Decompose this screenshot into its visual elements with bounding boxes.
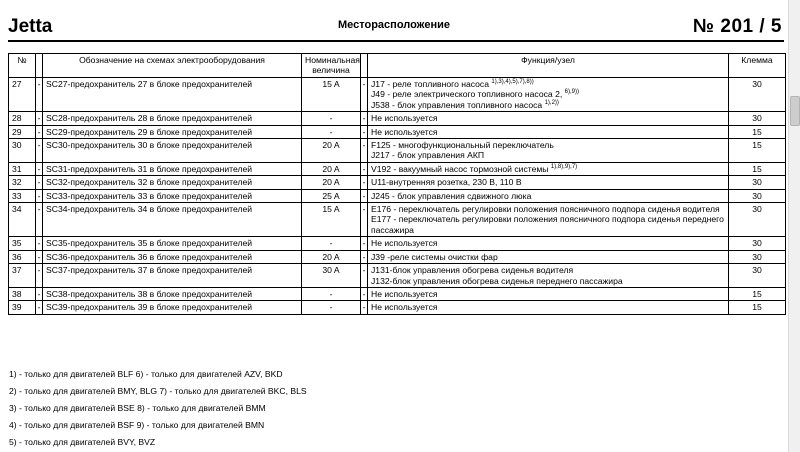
- cell-designation: SC31-предохранитель 31 в блоке предохранителей: [43, 162, 302, 175]
- cell-no: 34: [9, 203, 36, 237]
- cell-no: 27: [9, 78, 36, 112]
- function-text: Не используется: [371, 126, 438, 137]
- cell-nominal: 30 A: [302, 264, 361, 288]
- table-header-row: [9, 54, 786, 78]
- function-text: J49 - реле электрического топливного насоса 2,: [371, 89, 565, 100]
- footnote: 1) - только для двигателей BLF 6) - только для двигателей AZV, BKD: [9, 369, 283, 379]
- dash-cell: -: [36, 250, 43, 263]
- function-line: [371, 150, 725, 160]
- dash-cell: -: [361, 237, 368, 250]
- cell-designation: SC33-предохранитель 33 в блоке предохранителей: [43, 189, 302, 202]
- function-text: E176 - переключатель регулировки положения поясничного подпора сиденья водителя: [371, 204, 720, 215]
- cell-no: 30: [9, 139, 36, 163]
- function-text: E177 - переключатель регулировки положения поясничного подпора сиденья переднего пассажира: [371, 214, 724, 235]
- dash-cell: -: [361, 139, 368, 163]
- dash-cell: -: [36, 112, 43, 125]
- cell-no: 32: [9, 176, 36, 189]
- scrollbar-thumb[interactable]: [790, 96, 800, 126]
- table-row: [9, 162, 786, 175]
- cell-function: [368, 287, 729, 300]
- cell-no: 33: [9, 189, 36, 202]
- dash-cell: -: [36, 125, 43, 138]
- function-text: Не используется: [371, 238, 438, 249]
- function-text: Не используется: [371, 288, 438, 299]
- function-line: [371, 252, 725, 262]
- model-name: Jetta: [8, 16, 53, 37]
- function-text: V192 - вакуумный насос тормозной системы: [371, 163, 551, 174]
- function-text: Не используется: [371, 302, 438, 313]
- dash-cell: -: [361, 250, 368, 263]
- function-line: [371, 113, 725, 123]
- table-row: [9, 287, 786, 300]
- dash-cell: -: [36, 237, 43, 250]
- cell-function: [368, 301, 729, 314]
- cell-terminal: 15: [729, 287, 786, 300]
- cell-nominal: 15 A: [302, 78, 361, 112]
- cell-nominal: -: [302, 287, 361, 300]
- cell-nominal: 20 A: [302, 139, 361, 163]
- cell-designation: SC38-предохранитель 38 в блоке предохранителей: [43, 287, 302, 300]
- function-text: U11-внутренняя розетка, 230 В, 110 В: [371, 177, 522, 188]
- dash-cell: -: [361, 301, 368, 314]
- header-designation: Обозначение на схемах электрооборудования: [43, 54, 302, 78]
- cell-nominal: -: [302, 125, 361, 138]
- function-line: [371, 140, 725, 150]
- dash-cell: -: [36, 139, 43, 163]
- cell-no: 28: [9, 112, 36, 125]
- function-text: J217 - блок управления АКП: [371, 150, 485, 161]
- cell-terminal: 15: [729, 162, 786, 175]
- cell-nominal: 25 A: [302, 189, 361, 202]
- cell-nominal: -: [302, 237, 361, 250]
- function-text: J39 -реле системы очистки фар: [371, 251, 498, 262]
- cell-designation: SC30-предохранитель 30 в блоке предохранителей: [43, 139, 302, 163]
- header-nominal: Номинальная величина: [302, 54, 361, 78]
- cell-no: 38: [9, 287, 36, 300]
- table-row: [9, 78, 786, 112]
- table-row: [9, 189, 786, 202]
- function-text: J132-блок управления обогрева сиденья переднего пассажира: [371, 275, 623, 286]
- function-line: [371, 79, 725, 89]
- dash-cell: -: [36, 78, 43, 112]
- function-line: [371, 265, 725, 275]
- dash-cell: -: [361, 264, 368, 288]
- fuse-table-body: [9, 78, 786, 315]
- function-line: [371, 238, 725, 248]
- table-row: [9, 176, 786, 189]
- footnote-ref: 1),3),4),5),7),8)): [491, 79, 534, 86]
- cell-designation: SC34-предохранитель 34 в блоке предохранителей: [43, 203, 302, 237]
- page-header: [0, 0, 788, 48]
- cell-function: [368, 250, 729, 263]
- cell-function: [368, 176, 729, 189]
- cell-terminal: 15: [729, 301, 786, 314]
- cell-designation: SC27-предохранитель 27 в блоке предохранителей: [43, 78, 302, 112]
- dash-cell: -: [36, 162, 43, 175]
- function-text: J245 - блок управления сдвижного люка: [371, 190, 532, 201]
- footnote: 5) - только для двигателей BVY, BVZ: [9, 437, 156, 447]
- dash-cell: -: [361, 287, 368, 300]
- function-text: J131-блок управления обогрева сиденья водителя: [371, 265, 574, 276]
- vertical-scrollbar[interactable]: [788, 0, 800, 452]
- dash-cell: -: [36, 287, 43, 300]
- cell-terminal: 30: [729, 78, 786, 112]
- cell-no: 31: [9, 162, 36, 175]
- table-row: [9, 250, 786, 263]
- cell-terminal: 30: [729, 203, 786, 237]
- function-line: [371, 214, 725, 235]
- function-line: [371, 177, 725, 187]
- function-line: [371, 204, 725, 214]
- function-line: [371, 89, 725, 99]
- dash-cell: -: [361, 112, 368, 125]
- cell-nominal: 20 A: [302, 250, 361, 263]
- cell-nominal: -: [302, 301, 361, 314]
- cell-designation: SC28-предохранитель 28 в блоке предохранителей: [43, 112, 302, 125]
- cell-designation: SC37-предохранитель 37 в блоке предохранителей: [43, 264, 302, 288]
- page-title: Месторасположение: [338, 19, 450, 31]
- cell-terminal: 30: [729, 112, 786, 125]
- cell-function: [368, 237, 729, 250]
- dash-cell: -: [361, 176, 368, 189]
- cell-designation: SC35-предохранитель 35 в блоке предохранителей: [43, 237, 302, 250]
- table-row: [9, 139, 786, 163]
- table-row: [9, 203, 786, 237]
- cell-function: [368, 112, 729, 125]
- cell-no: 37: [9, 264, 36, 288]
- function-line: [371, 276, 725, 286]
- cell-no: 35: [9, 237, 36, 250]
- cell-nominal: 20 A: [302, 162, 361, 175]
- function-text: J538 - блок управления топливного насоса: [371, 99, 545, 110]
- cell-nominal: -: [302, 112, 361, 125]
- footnote: 4) - только для двигателей BSF 9) - только для двигателей BMN: [9, 420, 265, 430]
- cell-terminal: 30: [729, 264, 786, 288]
- function-text: J17 - реле топливного насоса: [371, 79, 492, 89]
- footnote: 3) - только для двигателей BSE 8) - только для двигателей BMM: [9, 403, 266, 413]
- table-row: [9, 264, 786, 288]
- function-line: [371, 191, 725, 201]
- cell-nominal: 20 A: [302, 176, 361, 189]
- function-text: Не используется: [371, 113, 438, 124]
- footnote-ref: 1),2)): [544, 99, 559, 106]
- header-rule: [8, 40, 784, 42]
- cell-function: [368, 162, 729, 175]
- footnote-ref: 6),9)): [564, 89, 579, 96]
- footnote-ref: 1),8),9),7): [550, 163, 578, 170]
- cell-nominal: 15 A: [302, 203, 361, 237]
- header-function: Функция/узел: [368, 54, 729, 78]
- dash-cell: -: [36, 301, 43, 314]
- cell-terminal: 30: [729, 176, 786, 189]
- dash-cell: -: [36, 189, 43, 202]
- function-line: [371, 164, 725, 174]
- dash-cell: -: [361, 78, 368, 112]
- table-row: [9, 125, 786, 138]
- cell-designation: SC36-предохранитель 36 в блоке предохранителей: [43, 250, 302, 263]
- header-dash: [361, 54, 368, 78]
- cell-function: [368, 125, 729, 138]
- table-row: [9, 237, 786, 250]
- cell-function: [368, 264, 729, 288]
- page-number: № 201 / 5: [692, 16, 782, 37]
- cell-function: [368, 189, 729, 202]
- cell-designation: SC32-предохранитель 32 в блоке предохранителей: [43, 176, 302, 189]
- header-terminal: Клемма: [729, 54, 786, 78]
- function-line: [371, 289, 725, 299]
- cell-function: [368, 78, 729, 112]
- dash-cell: -: [36, 264, 43, 288]
- dash-cell: -: [361, 125, 368, 138]
- function-line: [371, 127, 725, 137]
- cell-terminal: 15: [729, 139, 786, 163]
- header-dash: [36, 54, 43, 78]
- cell-terminal: 30: [729, 189, 786, 202]
- fuse-table: [8, 53, 786, 315]
- cell-designation: SC39-предохранитель 39 в блоке предохранителей: [43, 301, 302, 314]
- function-line: [371, 100, 725, 110]
- header-no: №: [9, 54, 36, 78]
- footnotes: [9, 369, 307, 452]
- cell-function: [368, 139, 729, 163]
- cell-no: 36: [9, 250, 36, 263]
- dash-cell: -: [361, 189, 368, 202]
- table-row: [9, 301, 786, 314]
- dash-cell: -: [361, 203, 368, 237]
- cell-no: 39: [9, 301, 36, 314]
- cell-terminal: 15: [729, 125, 786, 138]
- dash-cell: -: [36, 203, 43, 237]
- dash-cell: -: [36, 176, 43, 189]
- cell-function: [368, 203, 729, 237]
- function-line: [371, 302, 725, 312]
- cell-terminal: 30: [729, 250, 786, 263]
- footnote: 2) - только для двигателей BMY, BLG 7) - только для двигателей BKC, BLS: [9, 386, 307, 396]
- function-text: F125 - многофункциональный переключатель: [371, 140, 554, 151]
- dash-cell: -: [361, 162, 368, 175]
- table-row: [9, 112, 786, 125]
- cell-terminal: 30: [729, 237, 786, 250]
- cell-no: 29: [9, 125, 36, 138]
- cell-designation: SC29-предохранитель 29 в блоке предохранителей: [43, 125, 302, 138]
